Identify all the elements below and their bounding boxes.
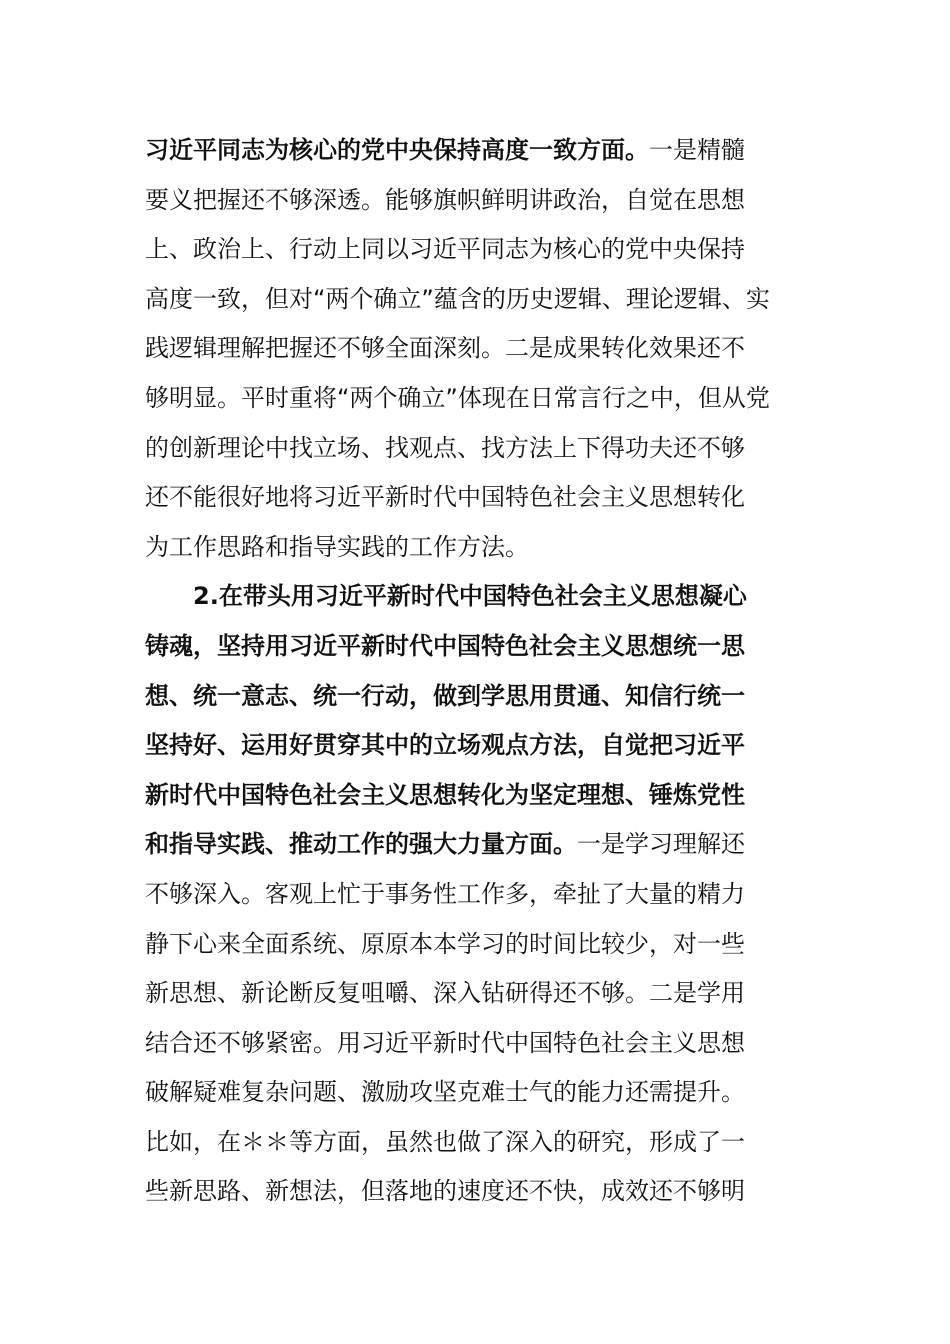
text-line xyxy=(145,820,807,870)
body-text: 新思想、新论断反复咀嚼、深入钻研得还不够。二是学用 xyxy=(145,979,745,1008)
text-line xyxy=(145,870,807,920)
text-line xyxy=(145,523,807,573)
text-line xyxy=(145,1118,807,1168)
body-text: 够明显。平时重将“两个确立”体现在日常言行之中，但从党 xyxy=(145,383,770,412)
text-line xyxy=(145,969,807,1019)
text-line xyxy=(145,275,807,325)
body-text: 高度一致，但对“两个确立”蕴含的历史逻辑、理论逻辑、实 xyxy=(145,284,770,313)
body-text: 上、政治上、行动上同以习近平同志为核心的党中央保持 xyxy=(145,235,745,264)
body-text: 一是学习理解还 xyxy=(577,830,745,859)
body-text: 一是精髓 xyxy=(649,136,745,164)
text-line xyxy=(145,176,807,226)
text-line xyxy=(145,1019,807,1069)
bold-text: 铸魂，坚持用习近平新时代中国特色社会主义思想统一思 xyxy=(145,631,745,660)
text-line xyxy=(145,1068,807,1118)
text-line xyxy=(145,1167,807,1217)
text-line xyxy=(145,473,807,523)
body-text: 结合还不够紧密。用习近平新时代中国特色社会主义思想 xyxy=(145,1028,745,1057)
body-text: 还不能很好地将习近平新时代中国特色社会主义思想转化 xyxy=(145,483,745,512)
body-text: 为工作思路和指导实践的工作方法。 xyxy=(145,532,529,561)
text-line xyxy=(145,324,807,374)
body-text: 些新思路、新想法，但落地的速度还不快，成效还不够明 xyxy=(145,1177,745,1206)
bold-text: 和指导实践、推动工作的强大力量方面。 xyxy=(145,830,577,859)
bold-text: 2.在带头用习近平新时代中国特色社会主义思想凝心 xyxy=(193,582,747,611)
body-text: 破解疑难复杂问题、激励攻坚克难士气的能力还需提升。 xyxy=(145,1078,745,1107)
bold-text: 新时代中国特色社会主义思想转化为坚定理想、锤炼党性 xyxy=(145,780,745,809)
text-line xyxy=(145,721,807,771)
text-line xyxy=(145,126,807,176)
body-text: 比如，在＊＊等方面，虽然也做了深入的研究，形成了一 xyxy=(145,1127,745,1156)
body-text: 要义把握还不够深透。能够旗帜鲜明讲政治，自觉在思想 xyxy=(145,185,745,214)
body-text: 不够深入。客观上忙于事务性工作多，牵扯了大量的精力 xyxy=(145,879,745,908)
document-body xyxy=(145,126,807,1217)
body-text: 践逻辑理解把握还不够全面深刻。二是成果转化效果还不 xyxy=(145,334,745,363)
bold-text: 想、统一意志、统一行动，做到学思用贯通、知信行统一 xyxy=(145,681,745,710)
text-line xyxy=(145,225,807,275)
text-line xyxy=(145,374,807,424)
bold-text: 习近平同志为核心的党中央保持高度一致方面。 xyxy=(145,136,649,164)
text-line xyxy=(145,424,807,474)
text-line xyxy=(145,622,807,672)
text-line xyxy=(145,572,807,622)
body-text: 静下心来全面系统、原原本本学习的时间比较少，对一些 xyxy=(145,929,745,958)
text-line xyxy=(145,920,807,970)
text-line xyxy=(145,771,807,821)
bold-text: 坚持好、运用好贯穿其中的立场观点方法，自觉把习近平 xyxy=(145,731,745,760)
body-text: 的创新理论中找立场、找观点、找方法上下得功夫还不够 xyxy=(145,433,745,462)
text-line xyxy=(145,672,807,722)
